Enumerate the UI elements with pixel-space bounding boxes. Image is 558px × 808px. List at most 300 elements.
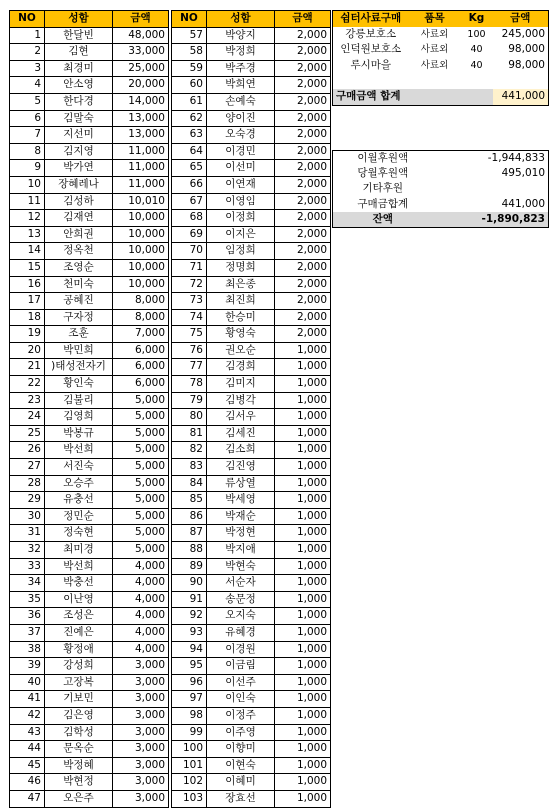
name-cell: 박충선 bbox=[45, 575, 113, 592]
name-cell: 조영순 bbox=[45, 259, 113, 276]
table-row bbox=[10, 193, 169, 210]
balance-row bbox=[333, 197, 549, 212]
no-cell: 39 bbox=[10, 658, 45, 675]
no-cell: 79 bbox=[172, 392, 207, 409]
name-cell: 오숙경 bbox=[207, 127, 275, 144]
table-row bbox=[172, 591, 331, 608]
amount-cell: 2,000 bbox=[275, 176, 331, 193]
table-row bbox=[172, 77, 331, 94]
table-row bbox=[172, 127, 331, 144]
no-cell: 43 bbox=[10, 724, 45, 741]
no-cell: 34 bbox=[10, 575, 45, 592]
amount-cell: 98,000 bbox=[508, 43, 545, 56]
name-cell: 안소영 bbox=[45, 77, 113, 94]
name-cell: 문옥순 bbox=[45, 741, 113, 758]
table-row bbox=[10, 127, 169, 144]
no-cell: 16 bbox=[10, 276, 45, 293]
no-cell: 66 bbox=[172, 176, 207, 193]
amount-cell: 245,000 bbox=[501, 27, 545, 40]
amount-cell: 13,000 bbox=[113, 127, 169, 144]
amount-cell: 8,000 bbox=[113, 293, 169, 310]
amount-cell: 48,000 bbox=[113, 27, 169, 44]
name-cell: 박민희 bbox=[45, 342, 113, 359]
name-header: 성함 bbox=[45, 11, 113, 28]
item-header: 품목 bbox=[409, 11, 461, 27]
table-row bbox=[10, 641, 169, 658]
amount-cell: 2,000 bbox=[275, 243, 331, 260]
amount-cell: 10,000 bbox=[113, 276, 169, 293]
name-cell: 이정희 bbox=[207, 210, 275, 227]
name-cell: 이인숙 bbox=[207, 691, 275, 708]
table-row bbox=[172, 60, 331, 77]
no-cell: 75 bbox=[172, 326, 207, 343]
no-cell: 99 bbox=[172, 724, 207, 741]
name-cell: 김학성 bbox=[45, 724, 113, 741]
table-row bbox=[10, 342, 169, 359]
name-cell: 최경미 bbox=[45, 60, 113, 77]
table-row bbox=[172, 210, 331, 227]
no-cell: 83 bbox=[172, 459, 207, 476]
table-row bbox=[172, 624, 331, 641]
table-row bbox=[10, 259, 169, 276]
no-cell: 29 bbox=[10, 492, 45, 509]
no-cell: 86 bbox=[172, 508, 207, 525]
amount-cell: 6,000 bbox=[113, 376, 169, 393]
name-cell: 최은종 bbox=[207, 276, 275, 293]
table-row bbox=[10, 293, 169, 310]
amount-cell: 3,000 bbox=[113, 658, 169, 675]
no-cell: 58 bbox=[172, 44, 207, 61]
name-cell: 이경원 bbox=[207, 641, 275, 658]
table-row bbox=[10, 741, 169, 758]
amount-cell: 2,000 bbox=[275, 143, 331, 160]
name-cell: 박주경 bbox=[207, 60, 275, 77]
no-cell: 97 bbox=[172, 691, 207, 708]
no-cell: 13 bbox=[10, 226, 45, 243]
place-cell: 루시마을 bbox=[350, 58, 392, 71]
no-cell: 96 bbox=[172, 674, 207, 691]
amount-cell: 6,000 bbox=[113, 359, 169, 376]
amount-cell: 5,000 bbox=[113, 508, 169, 525]
header-row bbox=[10, 11, 169, 28]
balance-table bbox=[332, 150, 549, 228]
name-cell: 이금림 bbox=[207, 658, 275, 675]
name-cell: 공혜진 bbox=[45, 293, 113, 310]
table-row bbox=[10, 591, 169, 608]
table-row bbox=[10, 774, 169, 791]
amount-cell: 2,000 bbox=[275, 110, 331, 127]
amount-cell: 2,000 bbox=[275, 93, 331, 110]
name-cell: 이연재 bbox=[207, 176, 275, 193]
no-cell: 47 bbox=[10, 790, 45, 807]
place-cell: 강릉보호소 bbox=[345, 27, 397, 40]
table-row bbox=[10, 326, 169, 343]
name-cell: 구자정 bbox=[45, 309, 113, 326]
table-row bbox=[172, 143, 331, 160]
no-cell: 57 bbox=[172, 27, 207, 44]
kg-header: Kg bbox=[461, 11, 493, 27]
amount-cell: 2,000 bbox=[275, 60, 331, 77]
balance-label: 구매금합계 bbox=[357, 197, 409, 210]
no-cell: 17 bbox=[10, 293, 45, 310]
name-cell: 한달빈 bbox=[45, 27, 113, 44]
amount-cell: 3,000 bbox=[113, 707, 169, 724]
name-cell: 이현숙 bbox=[207, 757, 275, 774]
table-row bbox=[172, 44, 331, 61]
name-cell: 박정혜 bbox=[45, 757, 113, 774]
amount-cell: 1,000 bbox=[275, 525, 331, 542]
no-cell: 95 bbox=[172, 658, 207, 675]
name-cell: 김은영 bbox=[45, 707, 113, 724]
name-cell: 이주영 bbox=[207, 724, 275, 741]
amount-cell: 1,000 bbox=[275, 442, 331, 459]
balance-row bbox=[333, 166, 549, 181]
table-row bbox=[172, 608, 331, 625]
name-cell: 김미지 bbox=[207, 376, 275, 393]
amount-cell: 3,000 bbox=[113, 674, 169, 691]
amount-cell: 1,000 bbox=[275, 359, 331, 376]
amount-cell: 1,000 bbox=[275, 674, 331, 691]
table-row bbox=[10, 210, 169, 227]
table-row bbox=[172, 309, 331, 326]
item-cell: 사료외 bbox=[420, 44, 449, 56]
name-cell: 손예숙 bbox=[207, 93, 275, 110]
no-cell: 100 bbox=[172, 741, 207, 758]
table-row bbox=[172, 442, 331, 459]
name-cell: 황정애 bbox=[45, 641, 113, 658]
no-cell: 65 bbox=[172, 160, 207, 177]
amount-cell: 2,000 bbox=[275, 77, 331, 94]
table-row bbox=[172, 160, 331, 177]
name-cell: 유혜경 bbox=[207, 624, 275, 641]
purchase-total-row bbox=[333, 89, 549, 105]
amount-cell: 10,000 bbox=[113, 210, 169, 227]
table-row bbox=[10, 525, 169, 542]
name-cell: 고장복 bbox=[45, 674, 113, 691]
kg-cell: 40 bbox=[470, 44, 483, 56]
name-cell: 박정희 bbox=[207, 44, 275, 61]
amount-cell: 14,000 bbox=[113, 93, 169, 110]
donor-rows bbox=[10, 27, 169, 807]
no-cell: 32 bbox=[10, 542, 45, 559]
table-row bbox=[10, 27, 169, 44]
name-cell: 박선희 bbox=[45, 442, 113, 459]
table-row bbox=[172, 259, 331, 276]
no-cell: 6 bbox=[10, 110, 45, 127]
name-cell: 송문정 bbox=[207, 591, 275, 608]
balance-label: 이월후원액 bbox=[357, 152, 409, 164]
name-cell: )태성전자기 bbox=[45, 359, 113, 376]
amount-cell: 1,000 bbox=[275, 707, 331, 724]
name-cell: 권오순 bbox=[207, 342, 275, 359]
balance-value bbox=[433, 181, 549, 196]
table-row bbox=[10, 508, 169, 525]
amount-cell: 3,000 bbox=[113, 757, 169, 774]
amount-cell: 1,000 bbox=[275, 475, 331, 492]
table-row bbox=[172, 525, 331, 542]
no-cell: 88 bbox=[172, 542, 207, 559]
amount-cell: 1,000 bbox=[275, 774, 331, 791]
table-row bbox=[10, 60, 169, 77]
name-cell: 유충선 bbox=[45, 492, 113, 509]
name-cell: 박지애 bbox=[207, 542, 275, 559]
table-row bbox=[172, 243, 331, 260]
amount-cell: 2,000 bbox=[275, 160, 331, 177]
no-cell: 64 bbox=[172, 143, 207, 160]
amount-cell: 5,000 bbox=[113, 442, 169, 459]
name-cell: 한승미 bbox=[207, 309, 275, 326]
no-cell: 69 bbox=[172, 226, 207, 243]
amount-cell: 2,000 bbox=[275, 193, 331, 210]
table-row bbox=[10, 160, 169, 177]
name-cell: 박희연 bbox=[207, 77, 275, 94]
final-balance-label: 잔액 bbox=[333, 212, 433, 228]
table-row bbox=[172, 774, 331, 791]
amount-cell: 2,000 bbox=[275, 27, 331, 44]
amount-cell: 4,000 bbox=[113, 591, 169, 608]
amount-cell: 10,000 bbox=[113, 226, 169, 243]
table-row bbox=[10, 475, 169, 492]
amount-cell: 3,000 bbox=[113, 691, 169, 708]
no-cell: 5 bbox=[10, 93, 45, 110]
amount-cell: 1,000 bbox=[275, 542, 331, 559]
no-cell: 68 bbox=[172, 210, 207, 227]
no-cell: 42 bbox=[10, 707, 45, 724]
purchase-row bbox=[333, 58, 549, 74]
table-row bbox=[172, 176, 331, 193]
name-cell: 이혜미 bbox=[207, 774, 275, 791]
amount-cell: 3,000 bbox=[113, 774, 169, 791]
amount-cell: 1,000 bbox=[275, 558, 331, 575]
table-row bbox=[172, 757, 331, 774]
no-cell: 27 bbox=[10, 459, 45, 476]
amount-cell: 2,000 bbox=[275, 226, 331, 243]
table-row bbox=[172, 93, 331, 110]
total-label: 구매금액 합계 bbox=[333, 89, 461, 105]
no-cell: 35 bbox=[10, 591, 45, 608]
no-cell: 84 bbox=[172, 475, 207, 492]
name-cell: 천미숙 bbox=[45, 276, 113, 293]
table-row bbox=[10, 77, 169, 94]
amount-cell: 1,000 bbox=[275, 376, 331, 393]
name-cell: 박정현 bbox=[207, 525, 275, 542]
table-row bbox=[10, 608, 169, 625]
amount-cell: 11,000 bbox=[113, 176, 169, 193]
name-cell: 이지은 bbox=[207, 226, 275, 243]
no-cell: 40 bbox=[10, 674, 45, 691]
table-row bbox=[10, 276, 169, 293]
amount-cell: 1,000 bbox=[275, 492, 331, 509]
amount-cell: 4,000 bbox=[113, 641, 169, 658]
no-cell: 41 bbox=[10, 691, 45, 708]
name-cell: 강성희 bbox=[45, 658, 113, 675]
table-row bbox=[10, 674, 169, 691]
no-cell: 19 bbox=[10, 326, 45, 343]
name-cell: 김세진 bbox=[207, 425, 275, 442]
table-row bbox=[172, 110, 331, 127]
no-cell: 30 bbox=[10, 508, 45, 525]
table-row bbox=[10, 542, 169, 559]
no-cell: 36 bbox=[10, 608, 45, 625]
amount-cell: 1,000 bbox=[275, 508, 331, 525]
name-cell: 이난영 bbox=[45, 591, 113, 608]
name-cell: 황영숙 bbox=[207, 326, 275, 343]
name-cell: 황인숙 bbox=[45, 376, 113, 393]
blank-row bbox=[333, 73, 549, 89]
table-row bbox=[172, 542, 331, 559]
balance-row bbox=[333, 151, 549, 167]
name-cell: 박현정 bbox=[45, 774, 113, 791]
no-cell: 7 bbox=[10, 127, 45, 144]
no-cell: 93 bbox=[172, 624, 207, 641]
name-cell: 김진영 bbox=[207, 459, 275, 476]
name-cell: 오승주 bbox=[45, 475, 113, 492]
no-cell: 87 bbox=[172, 525, 207, 542]
no-cell: 82 bbox=[172, 442, 207, 459]
table-row bbox=[10, 492, 169, 509]
donor-table-left bbox=[9, 10, 169, 808]
no-cell: 33 bbox=[10, 558, 45, 575]
no-cell: 71 bbox=[172, 259, 207, 276]
item-cell: 사료외 bbox=[420, 28, 449, 40]
amount-cell: 11,000 bbox=[113, 143, 169, 160]
amount-cell: 3,000 bbox=[113, 741, 169, 758]
name-cell: 김소희 bbox=[207, 442, 275, 459]
table-row bbox=[172, 276, 331, 293]
no-header: NO bbox=[172, 11, 207, 28]
name-cell: 김재연 bbox=[45, 210, 113, 227]
no-cell: 92 bbox=[172, 608, 207, 625]
purchase-header-row bbox=[333, 11, 549, 27]
amount-cell: 10,000 bbox=[113, 259, 169, 276]
table-row bbox=[10, 691, 169, 708]
no-cell: 103 bbox=[172, 790, 207, 807]
amount-cell: 1,000 bbox=[275, 757, 331, 774]
no-cell: 24 bbox=[10, 409, 45, 426]
table-row bbox=[172, 392, 331, 409]
name-cell: 김영희 bbox=[45, 409, 113, 426]
table-row bbox=[172, 27, 331, 44]
table-row bbox=[172, 508, 331, 525]
amount-cell: 13,000 bbox=[113, 110, 169, 127]
no-cell: 60 bbox=[172, 77, 207, 94]
amount-cell: 20,000 bbox=[113, 77, 169, 94]
name-cell: 김경희 bbox=[207, 359, 275, 376]
header-row bbox=[172, 11, 331, 28]
no-cell: 102 bbox=[172, 774, 207, 791]
name-cell: 박재순 bbox=[207, 508, 275, 525]
no-cell: 1 bbox=[10, 27, 45, 44]
no-cell: 23 bbox=[10, 392, 45, 409]
table-row bbox=[10, 724, 169, 741]
name-cell: 정민순 bbox=[45, 508, 113, 525]
balance-label: 기타후원 bbox=[362, 182, 404, 195]
no-cell: 63 bbox=[172, 127, 207, 144]
no-cell: 10 bbox=[10, 176, 45, 193]
no-cell: 80 bbox=[172, 409, 207, 426]
no-cell: 89 bbox=[172, 558, 207, 575]
amount-cell: 1,000 bbox=[275, 658, 331, 675]
table-row bbox=[172, 342, 331, 359]
name-cell: 김성하 bbox=[45, 193, 113, 210]
kg-cell: 100 bbox=[467, 28, 486, 40]
no-cell: 94 bbox=[172, 641, 207, 658]
no-cell: 9 bbox=[10, 160, 45, 177]
no-cell: 44 bbox=[10, 741, 45, 758]
no-cell: 25 bbox=[10, 425, 45, 442]
table-row bbox=[172, 376, 331, 393]
balance-value: 441,000 bbox=[501, 197, 545, 210]
no-cell: 67 bbox=[172, 193, 207, 210]
purchase-table bbox=[332, 10, 549, 106]
table-row bbox=[10, 93, 169, 110]
name-cell: 장효선 bbox=[207, 790, 275, 807]
name-cell: 정명희 bbox=[207, 259, 275, 276]
name-cell: 양이진 bbox=[207, 110, 275, 127]
name-header: 성함 bbox=[207, 11, 275, 28]
name-cell: 정숙현 bbox=[45, 525, 113, 542]
table-row bbox=[172, 326, 331, 343]
amount-cell: 1,000 bbox=[275, 608, 331, 625]
place-header: 쉼터사료구매 bbox=[333, 11, 409, 27]
item-cell: 사료외 bbox=[420, 59, 449, 71]
name-cell: 박가연 bbox=[45, 160, 113, 177]
table-row bbox=[10, 176, 169, 193]
amount-cell: 10,000 bbox=[113, 243, 169, 260]
name-cell: 서순자 bbox=[207, 575, 275, 592]
table-row bbox=[10, 309, 169, 326]
name-cell: 박양지 bbox=[207, 27, 275, 44]
name-cell: 김병각 bbox=[207, 392, 275, 409]
no-cell: 12 bbox=[10, 210, 45, 227]
total-value: 441,000 bbox=[493, 89, 549, 105]
no-cell: 14 bbox=[10, 243, 45, 260]
table-row bbox=[10, 707, 169, 724]
table-row bbox=[10, 226, 169, 243]
purchase-row bbox=[333, 27, 549, 43]
amount-cell: 5,000 bbox=[113, 525, 169, 542]
name-cell: 조성은 bbox=[45, 608, 113, 625]
amount-cell: 2,000 bbox=[275, 210, 331, 227]
amount-cell: 2,000 bbox=[275, 44, 331, 61]
table-row bbox=[172, 741, 331, 758]
name-cell: 이선주 bbox=[207, 674, 275, 691]
table-row bbox=[10, 558, 169, 575]
table-row bbox=[172, 226, 331, 243]
no-cell: 85 bbox=[172, 492, 207, 509]
name-cell: 박현숙 bbox=[207, 558, 275, 575]
amount-cell: 3,000 bbox=[113, 724, 169, 741]
amount-cell: 1,000 bbox=[275, 691, 331, 708]
table-row bbox=[172, 425, 331, 442]
name-cell: 한다경 bbox=[45, 93, 113, 110]
no-cell: 77 bbox=[172, 359, 207, 376]
balance-value: -1,944,833 bbox=[487, 152, 545, 164]
table-row bbox=[172, 475, 331, 492]
amount-cell: 2,000 bbox=[275, 326, 331, 343]
table-row bbox=[10, 624, 169, 641]
final-balance-value: -1,890,823 bbox=[433, 212, 549, 228]
balance-label: 당월후원액 bbox=[357, 167, 409, 180]
name-cell: 이경민 bbox=[207, 143, 275, 160]
amount-header: 금액 bbox=[493, 11, 549, 27]
no-cell: 31 bbox=[10, 525, 45, 542]
table-row bbox=[10, 757, 169, 774]
table-row bbox=[172, 409, 331, 426]
amount-cell: 1,000 bbox=[275, 392, 331, 409]
amount-header: 금액 bbox=[113, 11, 169, 28]
amount-cell: 5,000 bbox=[113, 392, 169, 409]
